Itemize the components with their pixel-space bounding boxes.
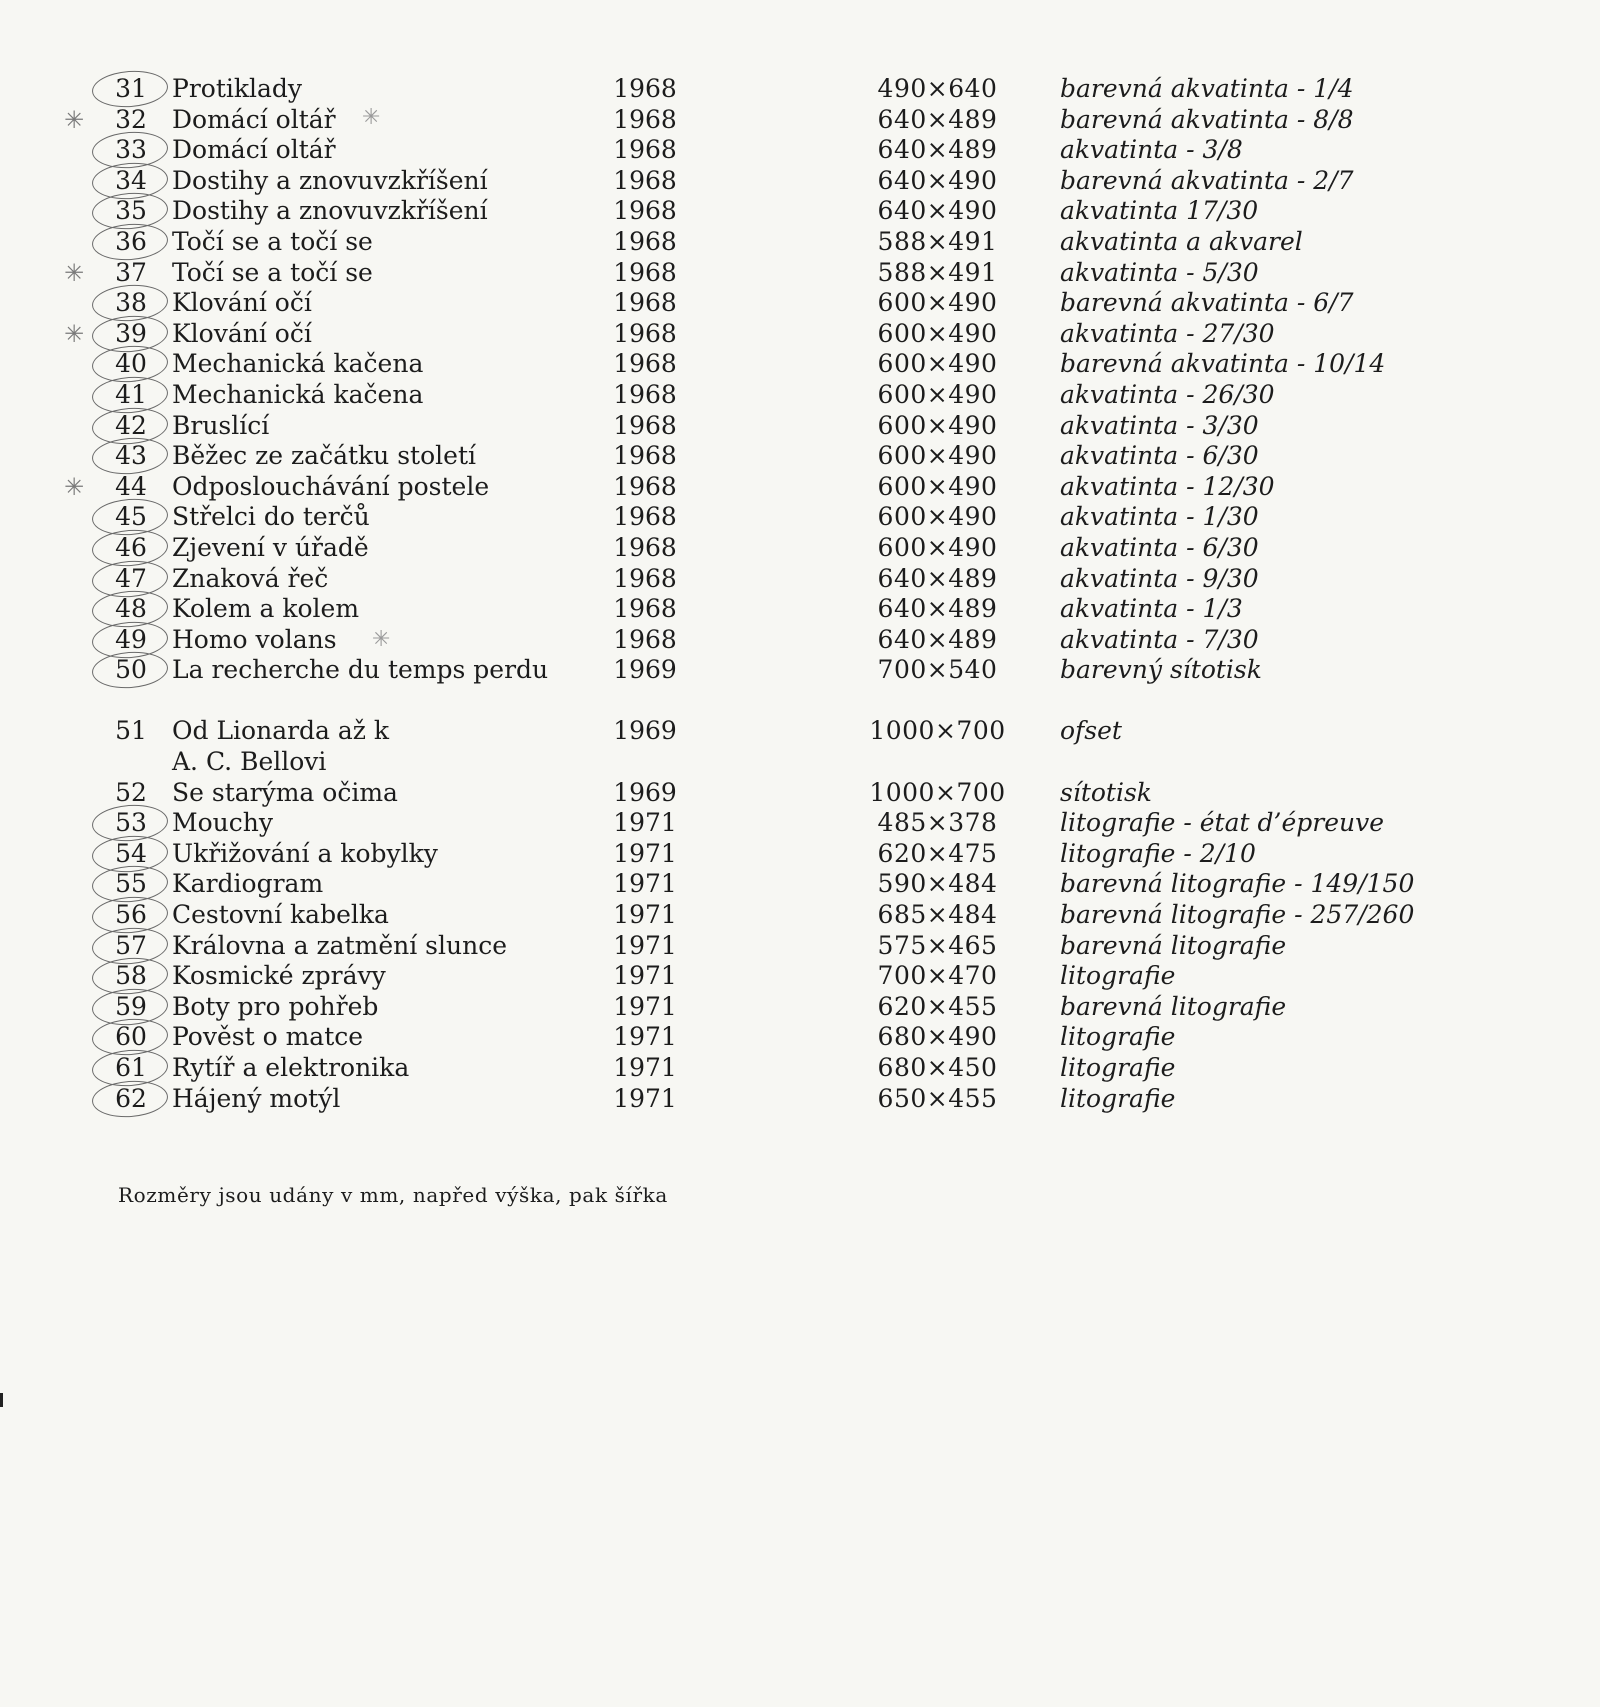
entry-technique: barevná litografie - 149/150	[1060, 869, 1415, 899]
entry-number: 31	[115, 74, 147, 103]
entry-technique: akvatinta - 7/30	[1060, 624, 1259, 654]
entry-technique: akvatinta - 5/30	[1060, 257, 1259, 287]
entry-technique: barevná akvatinta - 10/14	[1060, 349, 1386, 379]
entry-title: Klování očí	[172, 288, 312, 318]
entry-technique: akvatinta a akvarel	[1060, 226, 1303, 256]
entry-year: 1968	[613, 74, 677, 103]
entry-technique: akvatinta - 26/30	[1060, 379, 1275, 409]
entry-number: 32	[115, 104, 147, 134]
entry-title: Zjevení v úřadě	[172, 532, 369, 562]
entry-title: Znaková řeč	[172, 563, 329, 593]
entry-technique: litografie	[1060, 1053, 1176, 1082]
entry-year: 1969	[613, 716, 677, 746]
entry-technique: akvatinta - 3/30	[1060, 410, 1259, 440]
entry-technique: akvatinta - 1/30	[1060, 502, 1259, 532]
entry-dimensions: 600×490	[877, 349, 998, 379]
entry-title: Ukřižování a kobylky	[172, 838, 438, 868]
entry-year: 1968	[613, 563, 677, 593]
entry-number: 43	[115, 441, 147, 471]
entry-year: 1968	[613, 226, 677, 256]
entry-technique: akvatinta - 6/30	[1060, 532, 1259, 562]
entry-year: 1971	[613, 1083, 677, 1113]
entry-dimensions: 490×640	[877, 74, 998, 103]
entry-dimensions: 640×489	[877, 104, 998, 134]
entry-year: 1969	[613, 655, 677, 685]
list-item	[110, 349, 1510, 380]
entry-year: 1968	[613, 410, 677, 440]
entry-title: Se starýma očima	[172, 777, 398, 807]
entry-title: Klování očí	[172, 318, 312, 348]
entry-dimensions: 650×455	[877, 1083, 998, 1113]
entry-dimensions: 600×490	[877, 502, 998, 532]
entry-year: 1968	[613, 165, 677, 195]
entry-year: 1968	[613, 532, 677, 562]
entry-number: 36	[115, 226, 147, 256]
list-item	[110, 625, 1510, 656]
entry-year: 1971	[613, 838, 677, 868]
entry-dimensions: 575×465	[877, 930, 998, 960]
list-item	[110, 839, 1510, 870]
entry-technique: litografie - 2/10	[1060, 838, 1256, 868]
entry-number: 44	[115, 471, 147, 501]
entry-number: 51	[115, 716, 147, 746]
entry-dimensions: 600×490	[877, 379, 998, 409]
entry-dimensions: 640×490	[877, 165, 998, 195]
list-item	[110, 716, 1510, 777]
entry-dimensions: 680×450	[877, 1053, 998, 1082]
list-item	[110, 74, 1510, 105]
entry-technique: barevný sítotisk	[1060, 655, 1262, 685]
entry-technique: sítotisk	[1060, 777, 1152, 807]
entry-number: 37	[115, 257, 147, 287]
asterisk-mark-icon: ✳	[64, 105, 85, 134]
asterisk-mark-icon: ✳	[64, 258, 85, 287]
entry-year: 1968	[613, 349, 677, 379]
entry-number: 58	[115, 961, 147, 991]
entry-title: La recherche du temps perdu	[172, 655, 549, 685]
entry-dimensions: 680×490	[877, 1022, 998, 1052]
entry-technique: barevná akvatinta - 6/7	[1060, 288, 1354, 318]
entry-technique: akvatinta - 3/8	[1060, 135, 1243, 165]
entry-title: Mouchy	[172, 808, 273, 838]
entry-title: Odposlouchávání postele	[172, 471, 490, 501]
entry-technique: litografie	[1060, 1083, 1176, 1113]
entry-title: Domácí oltář	[172, 104, 336, 134]
entry-technique: barevná akvatinta - 2/7	[1060, 165, 1354, 195]
entry-dimensions: 640×489	[877, 594, 998, 624]
list-item	[110, 196, 1510, 227]
list-item	[110, 441, 1510, 472]
entry-dimensions: 600×490	[877, 471, 998, 501]
entry-title: Kardiogram	[172, 869, 324, 899]
entry-number: 35	[115, 196, 147, 226]
entry-year: 1971	[613, 930, 677, 960]
entry-year: 1968	[613, 471, 677, 501]
entry-title: Dostihy a znovuvzkříšení	[172, 196, 488, 226]
list-item	[110, 227, 1510, 258]
entry-dimensions: 620×475	[877, 838, 998, 868]
list-item	[110, 502, 1510, 533]
entry-dimensions: 700×470	[877, 961, 998, 991]
entry-year: 1971	[613, 1022, 677, 1052]
entry-technique: akvatinta - 1/3	[1060, 594, 1243, 624]
entry-number: 38	[115, 288, 147, 318]
entry-title: Běžec ze začátku století	[172, 441, 476, 471]
entry-number: 46	[115, 532, 147, 562]
entry-number: 56	[115, 900, 147, 930]
entry-technique: akvatinta 17/30	[1060, 196, 1259, 226]
entry-title: Točí se a točí se	[172, 226, 373, 256]
entry-technique: akvatinta - 27/30	[1060, 318, 1275, 348]
asterisk-mark-icon: ✳	[64, 472, 85, 501]
list-item	[110, 594, 1510, 625]
entry-dimensions: 700×540	[877, 655, 998, 685]
entry-dimensions: 620×455	[877, 991, 998, 1021]
entry-title: Pověst o matce	[172, 1022, 364, 1052]
entry-title: Hájený motýl	[172, 1083, 341, 1113]
entry-title: Dostihy a znovuvzkříšení	[172, 165, 488, 195]
entry-year: 1971	[613, 900, 677, 930]
entry-number: 60	[115, 1022, 147, 1052]
list-item	[110, 931, 1510, 962]
entry-dimensions: 600×490	[877, 410, 998, 440]
entry-number: 52	[115, 777, 147, 807]
entry-dimensions: 600×490	[877, 532, 998, 562]
entry-dimensions: 588×491	[877, 257, 998, 287]
list-item	[110, 380, 1510, 411]
entry-dimensions: 600×490	[877, 288, 998, 318]
entry-number: 33	[115, 135, 147, 165]
entry-title: Bruslící	[172, 410, 270, 440]
list-item	[110, 1022, 1510, 1053]
entry-year: 1971	[613, 808, 677, 838]
entry-number: 53	[115, 808, 147, 838]
entry-number: 45	[115, 502, 147, 532]
entry-year: 1968	[613, 257, 677, 287]
entry-number: 50	[115, 655, 147, 685]
scan-edge-mark	[0, 1393, 3, 1407]
list-item	[110, 655, 1510, 716]
entry-number: 42	[115, 410, 147, 440]
entry-number: 49	[115, 624, 147, 654]
entry-number: 39	[115, 318, 147, 348]
entry-year: 1969	[613, 777, 677, 807]
entry-title: Střelci do terčů	[172, 502, 370, 532]
asterisk-mark-icon: ✳	[64, 319, 85, 348]
list-item	[64, 471, 1510, 503]
entry-year: 1968	[613, 594, 677, 624]
entry-year: 1971	[613, 1053, 677, 1082]
entry-title: Cestovní kabelka	[172, 900, 389, 930]
list-item	[110, 778, 1510, 809]
entry-title: Protiklady	[172, 74, 303, 103]
entry-year: 1968	[613, 318, 677, 348]
entry-year: 1971	[613, 991, 677, 1021]
entry-dimensions: 640×489	[877, 624, 998, 654]
entry-dimensions: 640×489	[877, 563, 998, 593]
entry-number: 55	[115, 869, 147, 899]
entry-title: Od Lionarda až k A. C. Bellovi	[172, 716, 390, 777]
entry-dimensions: 1000×700	[869, 777, 1006, 807]
entry-technique: litografie - état d’épreuve	[1060, 808, 1385, 838]
list-item	[110, 992, 1510, 1023]
entry-dimensions: 640×489	[877, 135, 998, 165]
entry-dimensions: 600×490	[877, 318, 998, 348]
entry-technique: barevná litografie	[1060, 930, 1287, 960]
entry-title: Domácí oltář	[172, 135, 336, 165]
list-item	[110, 1084, 1510, 1115]
entry-year: 1968	[613, 379, 677, 409]
entry-dimensions: 1000×700	[869, 716, 1006, 746]
asterisk-mark-icon: ✳	[372, 626, 391, 652]
dimensions-footnote: Rozměry jsou udány v mm, napřed výška, pak šířka	[118, 1183, 668, 1207]
entry-title: Homo volans	[172, 624, 337, 654]
entry-year: 1968	[613, 135, 677, 165]
entry-number: 47	[115, 563, 147, 593]
list-item	[110, 533, 1510, 564]
entry-number: 61	[115, 1053, 147, 1082]
entry-dimensions: 485×378	[877, 808, 998, 838]
entry-dimensions: 590×484	[877, 869, 998, 899]
entry-title: Mechanická kačena	[172, 379, 424, 409]
entry-number: 48	[115, 594, 147, 624]
list-item	[110, 135, 1510, 166]
entry-dimensions: 685×484	[877, 900, 998, 930]
list-item	[64, 104, 1510, 136]
entry-title: Královna a zatmění slunce	[172, 930, 507, 960]
entry-title: Točí se a točí se	[172, 257, 373, 287]
entry-year: 1971	[613, 961, 677, 991]
entry-dimensions: 588×491	[877, 226, 998, 256]
asterisk-mark-icon: ✳	[362, 104, 381, 130]
entry-technique: barevná litografie	[1060, 991, 1287, 1021]
list-item	[110, 1053, 1510, 1084]
entry-technique: akvatinta - 6/30	[1060, 441, 1259, 471]
entry-year: 1968	[613, 502, 677, 532]
list-item	[110, 411, 1510, 442]
catalog-list	[64, 74, 1510, 1114]
entry-title: Kosmické zprávy	[172, 961, 386, 991]
list-item	[64, 318, 1510, 350]
entry-dimensions: 600×490	[877, 441, 998, 471]
entry-year: 1968	[613, 196, 677, 226]
entry-technique: barevná akvatinta - 1/4	[1060, 74, 1354, 103]
entry-title: Boty pro pohřeb	[172, 991, 379, 1021]
list-item	[110, 564, 1510, 595]
list-item	[110, 869, 1510, 900]
entry-number: 34	[115, 165, 147, 195]
entry-technique: akvatinta - 9/30	[1060, 563, 1259, 593]
list-item	[110, 288, 1510, 319]
list-item	[110, 166, 1510, 197]
entry-year: 1971	[613, 869, 677, 899]
entry-number: 62	[115, 1083, 147, 1113]
entry-dimensions: 640×490	[877, 196, 998, 226]
entry-technique: barevná litografie - 257/260	[1060, 900, 1415, 930]
list-item	[110, 961, 1510, 992]
entry-year: 1968	[613, 104, 677, 134]
entry-technique: barevná akvatinta - 8/8	[1060, 104, 1354, 134]
entry-year: 1968	[613, 624, 677, 654]
entry-technique: litografie	[1060, 961, 1176, 991]
entry-number: 57	[115, 930, 147, 960]
entry-number: 41	[115, 379, 147, 409]
entry-technique: litografie	[1060, 1022, 1176, 1052]
entry-year: 1968	[613, 441, 677, 471]
list-item	[64, 257, 1510, 289]
entry-title: Mechanická kačena	[172, 349, 424, 379]
entry-number: 59	[115, 991, 147, 1021]
entry-year: 1968	[613, 288, 677, 318]
entry-number: 40	[115, 349, 147, 379]
list-item	[110, 900, 1510, 931]
list-item	[110, 808, 1510, 839]
entry-title: Rytíř a elektronika	[172, 1053, 410, 1082]
entry-title: Kolem a kolem	[172, 594, 360, 624]
entry-technique: akvatinta - 12/30	[1060, 471, 1275, 501]
entry-number: 54	[115, 838, 147, 868]
entry-technique: ofset	[1060, 716, 1122, 746]
